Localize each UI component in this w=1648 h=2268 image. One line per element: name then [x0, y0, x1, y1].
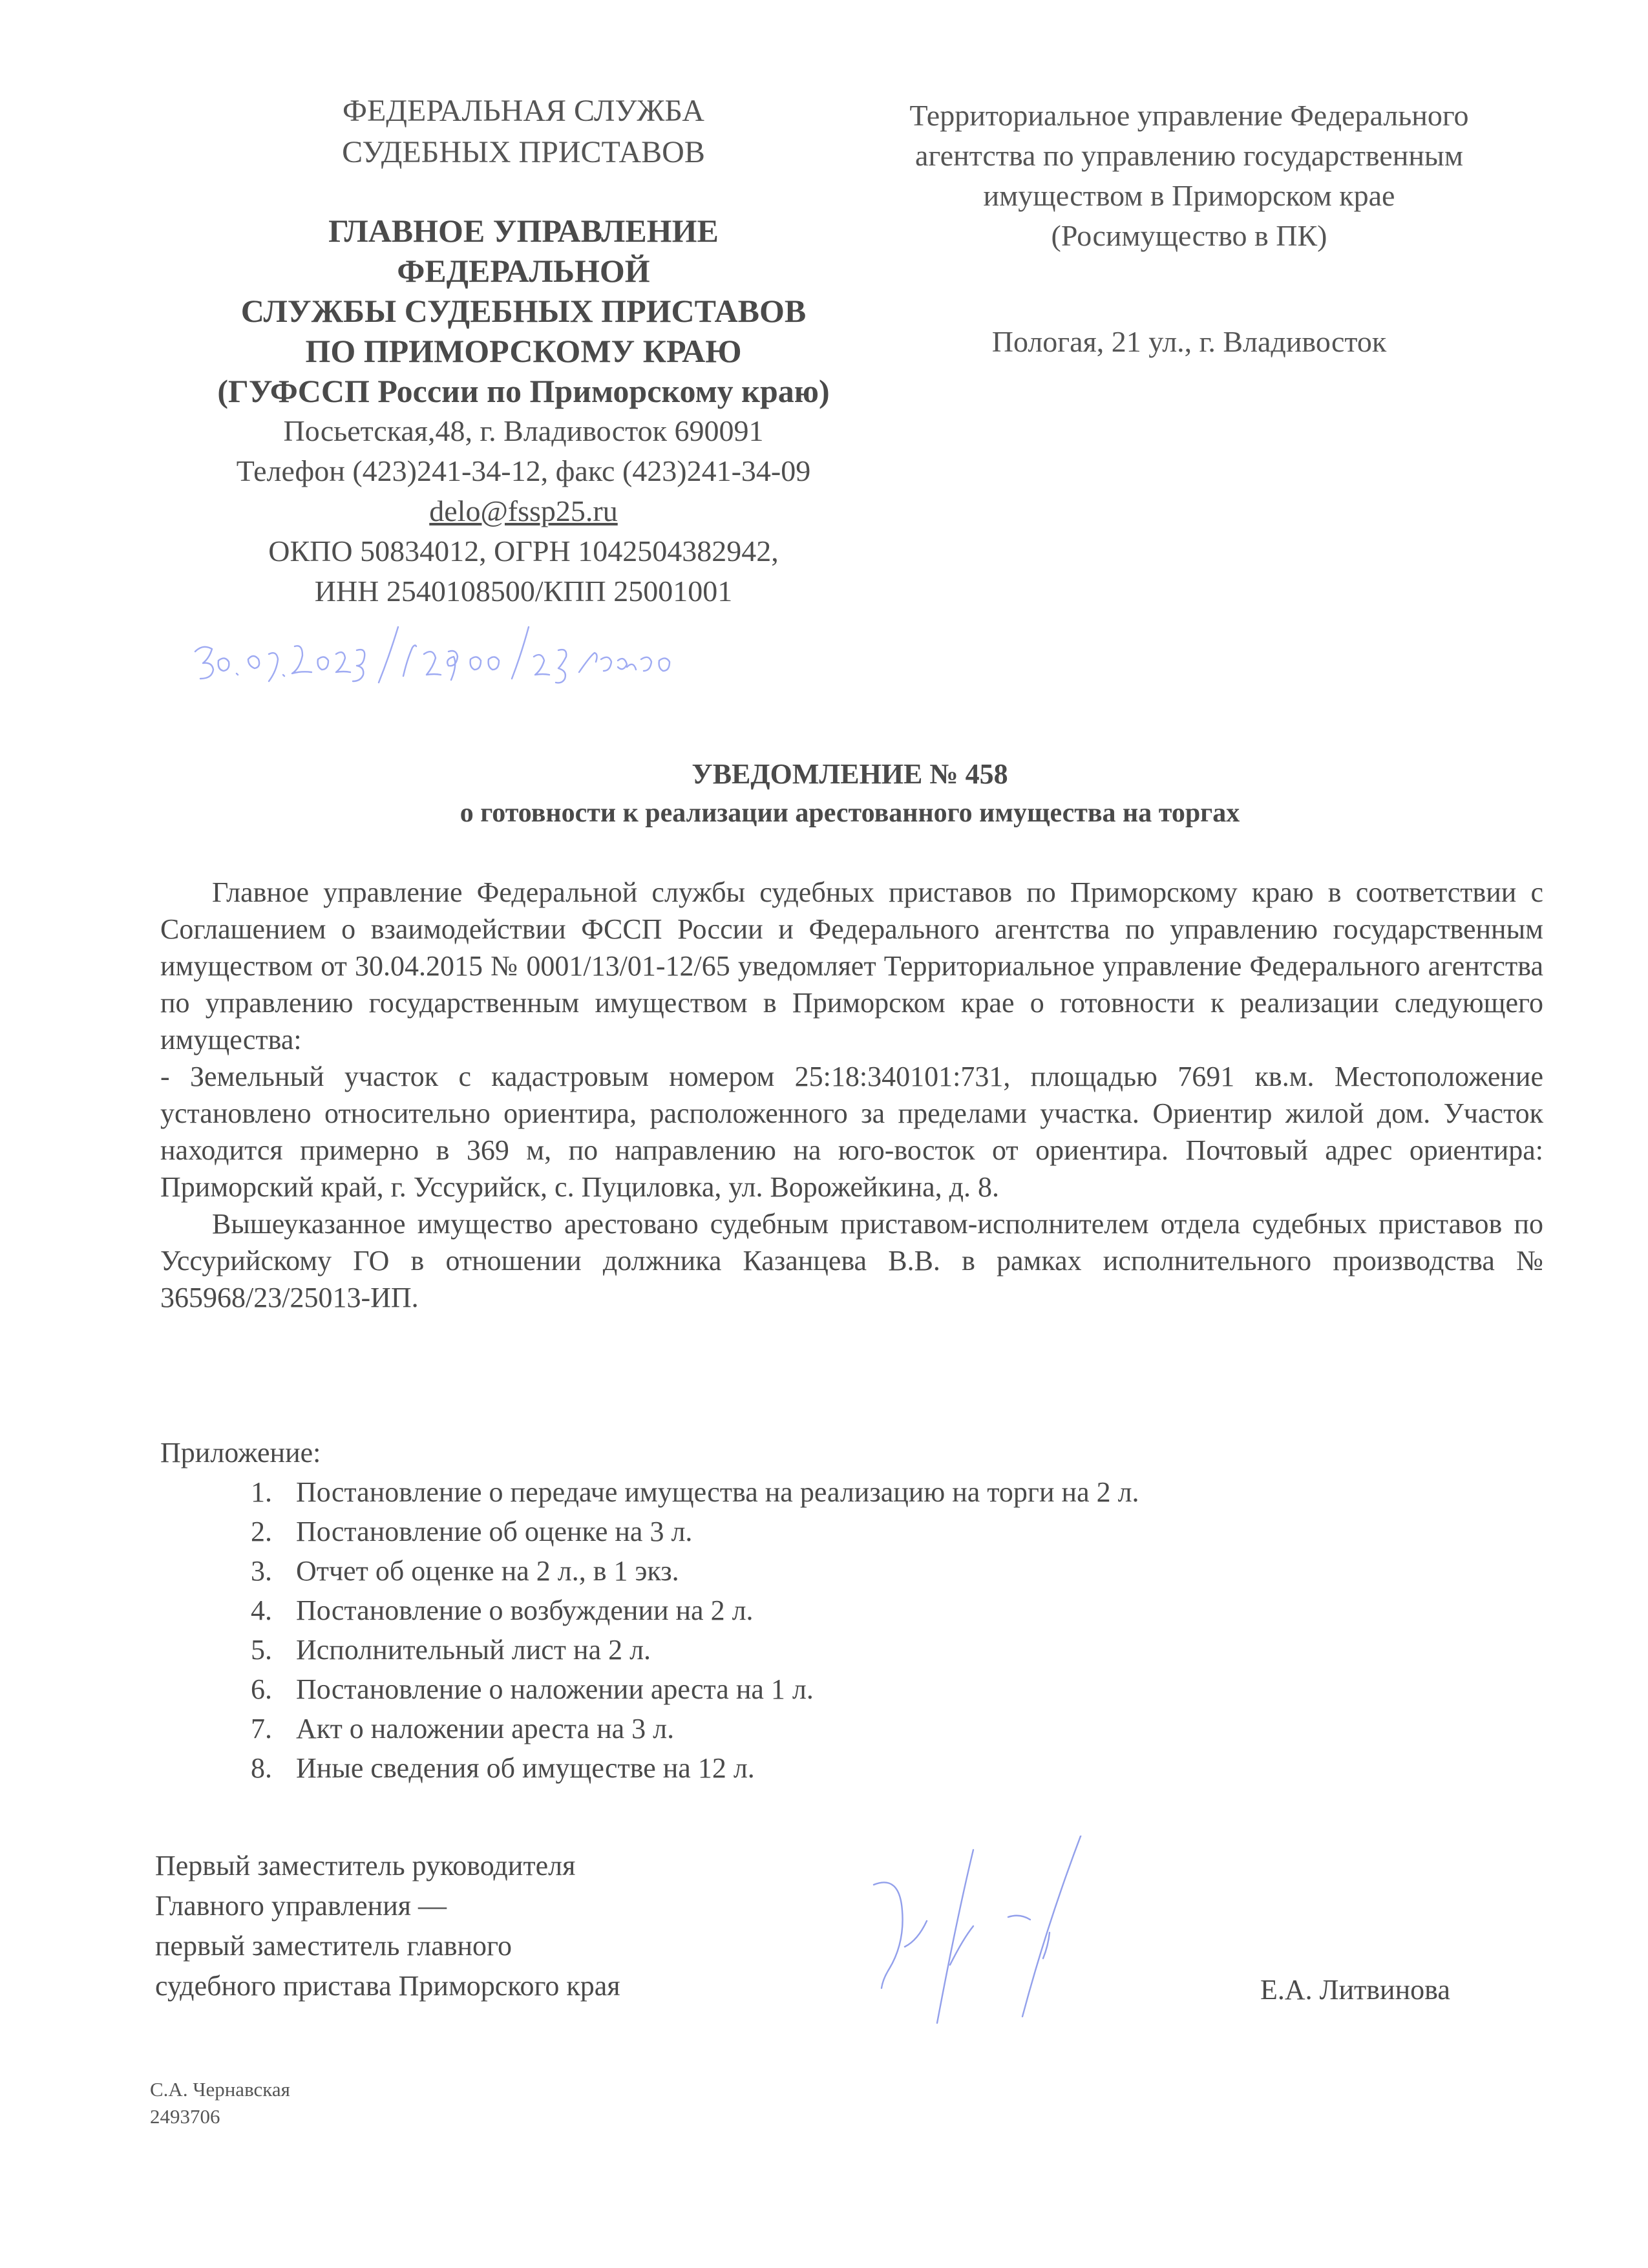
appendix-item: [160, 1551, 1517, 1591]
handwriting-stroke: [292, 646, 312, 673]
handwriting-stroke: [601, 657, 611, 671]
appendix-item-text: Постановление о возбуждении на 2 л.: [296, 1595, 754, 1626]
handwriting-stroke: [556, 650, 566, 683]
body-paragraph-1: Главное управление Федеральной службы судебных приставов по Приморскому краю в соответствии с Соглашением о взаимодействии ФССП России и Федерального агентства по управлению государственным имуществом от 30.04.2015 № 0001/13/01-12/65 уведомляет Территориальное управление Федерального агентства по управлению государственным имуществом в Приморском крае о готовности к реализации следующего имущества:: [160, 876, 1543, 1055]
handwriting-stroke: [447, 651, 458, 680]
org-line-1: ГЛАВНОЕ УПРАВЛЕНИЕ: [328, 213, 719, 249]
sender-header: [194, 90, 853, 611]
appendix-item-number: 7.: [251, 1713, 272, 1744]
org-line-4: ПО ПРИМОРСКОМУ КРАЮ: [305, 333, 742, 369]
signature-stroke: [937, 1850, 973, 2023]
appendix-list: [160, 1472, 1517, 1788]
handwriting-stroke: [534, 655, 549, 675]
appendix-item: [160, 1591, 1517, 1630]
sender-okpo-ogrn: ОКПО 50834012, ОГРН 1042504382942,: [268, 535, 779, 567]
appendix-item-number: 1.: [251, 1476, 272, 1508]
handwriting-stroke: [470, 657, 481, 670]
recipient-line-4: (Росимущество в ПК): [1051, 219, 1327, 252]
handwriting-stroke: [489, 657, 499, 670]
handwriting-stroke: [659, 658, 670, 671]
appendix-section: [160, 1434, 1517, 1788]
appendix-item-number: 2.: [251, 1516, 272, 1547]
service-name-line-1: ФЕДЕРАЛЬНАЯ СЛУЖБА: [343, 94, 704, 128]
notice-subheading: о готовности к реализации арестованного имущества на торгах: [460, 798, 1240, 828]
sender-inn-kpp: ИНН 2540108500/КПП 25001001: [314, 575, 733, 608]
signature-stroke: [1022, 1836, 1086, 2017]
appendix-item-number: 3.: [251, 1555, 272, 1587]
handwriting-stroke: [618, 659, 636, 670]
appendix-item-number: 5.: [251, 1634, 272, 1666]
appendix-item-number: 8.: [251, 1752, 272, 1784]
handwriting-stroke: [424, 652, 441, 675]
document-title: [155, 755, 1545, 832]
sender-address: Посьетская,48, г. Владивосток 690091: [283, 414, 764, 447]
service-name-line-2: СУДЕБНЫХ ПРИСТАВОВ: [342, 135, 705, 169]
recipient-line-2: агентства по управлению государственным: [915, 139, 1463, 172]
handwriting-stroke: [512, 627, 529, 679]
recipient-line-3: имуществом в Приморском крае: [983, 179, 1395, 212]
body-paragraph-2: Вышеуказанное имущество арестовано судебным приставом-исполнителем отдела судебных приставов по Уссурийскому ГО в отношении должника Казанцева В.В. в рамках исполнительного производства № 365968/23/25013-ИП.: [160, 1208, 1543, 1313]
appendix-item: [160, 1630, 1517, 1669]
handwritten-signature: [840, 1836, 1293, 2042]
appendix-item-text: Акт о наложении ареста на 3 л.: [296, 1713, 675, 1744]
notice-heading: УВЕДОМЛЕНИЕ № 458: [692, 758, 1008, 790]
org-line-5: (ГУФССП России по Приморскому краю): [217, 373, 830, 409]
property-description: - Земельный участок с кадастровым номером 25:18:340101:731, площадью 7691 кв.м. Местоположение установлено относительно ориентира, расположенного за пределами участка. Ориентир жилой дом. Участок находится примерно в 369 м, по направлению на юго-восток от ориентира. Почтовый адрес ориентира: Приморский край, г. Уссурийск, с. Пуциловка, ул. Ворожейкина, д. 8.: [160, 1061, 1543, 1203]
appendix-item: [160, 1512, 1517, 1551]
appendix-item-text: Исполнительный лист на 2 л.: [296, 1634, 651, 1666]
notice-body: [160, 874, 1543, 1316]
appendix-item-text: Постановление о передаче имущества на реализацию на торги на 2 л.: [296, 1476, 1139, 1508]
appendix-item: [160, 1472, 1517, 1512]
signer-position-line-1: Первый заместитель руководителя: [155, 1850, 576, 1881]
appendix-item-text: Иные сведения об имуществе на 12 л.: [296, 1752, 755, 1784]
handwriting-stroke: [379, 627, 398, 683]
executor-footer: [150, 2076, 290, 2130]
sender-phone-fax: Телефон (423)241-34-12, факс (423)241-34-09: [236, 454, 811, 487]
recipient-header: [827, 96, 1551, 362]
handwriting-stroke: [237, 673, 238, 675]
appendix-item-text: Постановление об оценке на 3 л.: [296, 1516, 693, 1547]
executor-name: С.А. Чернавская: [150, 2078, 290, 2101]
appendix-item-number: 4.: [251, 1595, 272, 1626]
appendix-item: [160, 1748, 1517, 1788]
sender-email-link[interactable]: delo@fssp25.ru: [429, 494, 618, 527]
appendix-item: [160, 1709, 1517, 1748]
signer-position-line-2: Главного управления —: [155, 1890, 447, 1922]
signature-stroke: [905, 1921, 927, 1947]
recipient-address: Пологая, 21 ул., г. Владивосток: [991, 325, 1387, 358]
handwriting-stroke: [318, 657, 328, 670]
handwriting-stroke: [195, 647, 213, 679]
appendix-item-number: 6.: [251, 1673, 272, 1705]
sender-org-name: [194, 211, 853, 411]
appendix-item: [160, 1669, 1517, 1709]
signer-position-line-4: судебного пристава Приморского края: [155, 1970, 620, 2002]
handwriting-stroke: [269, 653, 278, 681]
appendix-item-text: Отчет об оценке на 2 л., в 1 экз.: [296, 1555, 679, 1587]
executor-phone: 2493706: [150, 2105, 220, 2128]
signature-stroke: [1008, 1916, 1030, 1920]
signer-position-line-3: первый заместитель главного: [155, 1930, 512, 1962]
recipient-line-1: Территориальное управление Федерального: [909, 99, 1469, 132]
sender-email-row: [194, 491, 853, 531]
signer-position: [155, 1846, 620, 2006]
handwriting-stroke: [403, 645, 416, 676]
handwriting-stroke: [218, 658, 229, 671]
handwriting-stroke: [336, 652, 350, 672]
handwriting-stroke: [248, 656, 259, 668]
appendix-item-text: Постановление о наложении ареста на 1 л.: [296, 1673, 814, 1705]
handwriting-stroke: [353, 650, 364, 681]
org-line-3: СЛУЖБЫ СУДЕБНЫХ ПРИСТАВОВ: [240, 293, 807, 329]
signature-stroke: [874, 1882, 903, 1988]
signer-name: Е.А. Литвинова: [1260, 1974, 1450, 2006]
org-line-2: ФЕДЕРАЛЬНОЙ: [397, 253, 650, 289]
handwriting-stroke: [641, 657, 651, 671]
handwriting-stroke: [579, 653, 597, 672]
appendix-title: Приложение:: [160, 1437, 321, 1468]
signature-stroke: [950, 1926, 973, 1965]
handwriting-stroke: [283, 675, 284, 676]
handwritten-registration-mark: [181, 620, 944, 711]
